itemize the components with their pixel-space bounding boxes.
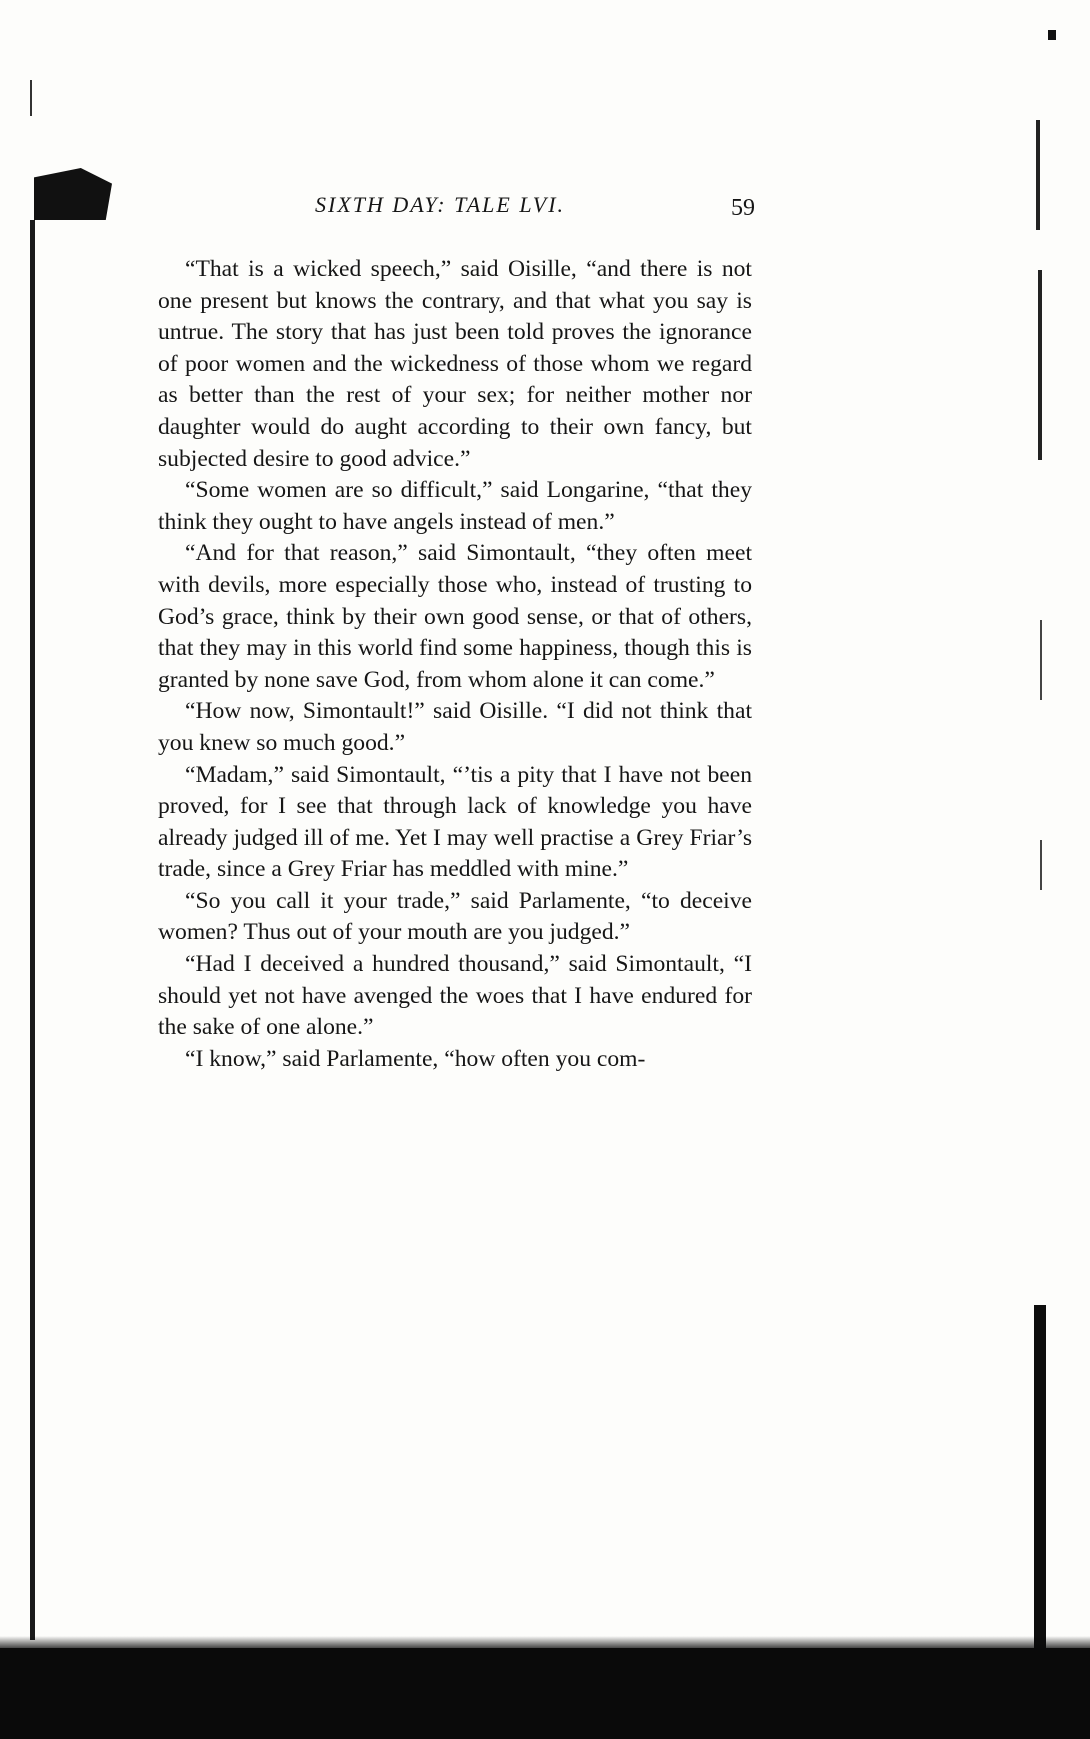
paragraph-simontault-devils: “And for that reason,” said Simontault, “they often meet with devils, more especially those who, instead of trusting to God’s grace, think by their own good sense, or that of others, that they may in this world find some happiness, though this is granted by none save God, from whom alone it can come.” — [158, 540, 752, 693]
paragraph-longarine: “Some women are so difficult,” said Longarine, “that they think they ought to have angels instead of men.” — [158, 477, 752, 535]
paragraph-simontault-hundred: “Had I deceived a hundred thousand,” said Simontault, “I should yet not have avenged the woes that I have endured for the sake of one alone.” — [158, 951, 752, 1041]
page-number: 59 — [731, 195, 755, 221]
paragraph-oisille-how-now: “How now, Simontault!” said Oisille. “I did not think that you knew so much good.” — [158, 698, 752, 756]
body-text — [158, 254, 752, 1075]
scan-artifact-left-edge — [30, 220, 35, 1640]
scan-artifact-right-shadow — [1034, 1305, 1046, 1650]
scan-artifact-right-edge-3 — [1040, 620, 1042, 700]
paragraph-simontault-madam: “Madam,” said Simontault, “’tis a pity that I have not been proved, for I see that through lack of knowledge you have already judged ill of me. Yet I may well practise a Grey Friar’s trade, since a Grey Friar has meddled with mine.” — [158, 761, 752, 883]
running-head: SIXTH DAY: TALE LVI. — [315, 192, 566, 217]
scan-artifact-left-tick — [30, 80, 32, 116]
scan-artifact-right-edge-4 — [1040, 840, 1042, 890]
scan-artifact-right-edge-1 — [1036, 120, 1040, 230]
scan-artifact-bottom-edge — [0, 1648, 1090, 1739]
scan-artifact-corner-mark — [1048, 30, 1056, 40]
scan-artifact-right-edge-2 — [1038, 270, 1042, 460]
paragraph-parlamente-know: “I know,” said Parlamente, “how often you com- — [185, 1045, 646, 1072]
paragraph-parlamente-trade: “So you call it your trade,” said Parlamente, “to deceive women? Thus out of your mouth are you judged.” — [158, 887, 752, 946]
paragraph-oisille-reply: “That is a wicked speech,” said Oisille, “and there is not one present but knows the contrary, and that what you say is untrue. The story that has just been told proves the ignorance of poor women and the wickedness of those whom we regard as better than the rest of your sex; for neither mother nor daughter would do aught according to their own fancy, but subjected desire to good advice.” — [158, 256, 752, 472]
scan-artifact-left-blot — [34, 168, 112, 220]
page-header — [155, 192, 755, 232]
